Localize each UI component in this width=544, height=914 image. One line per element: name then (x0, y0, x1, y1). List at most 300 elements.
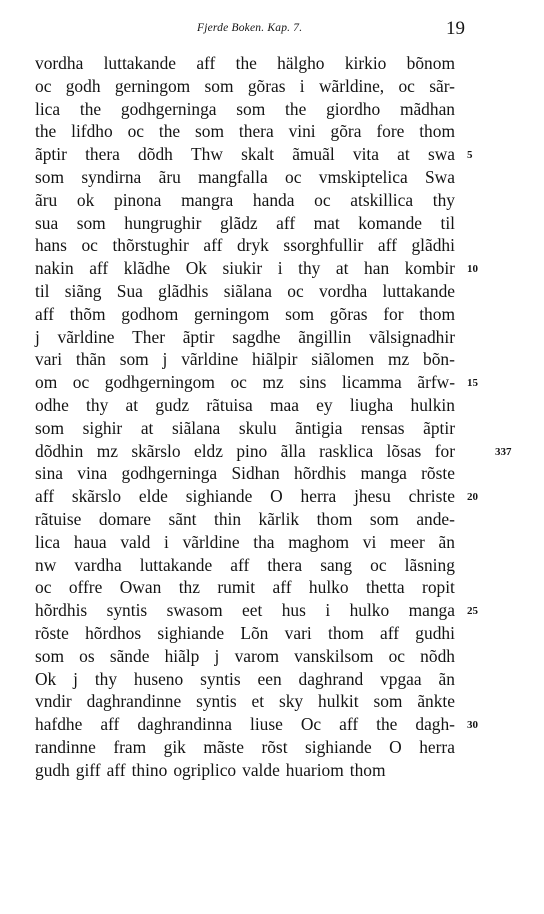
page-number: 19 (446, 18, 465, 39)
word: aff (196, 53, 216, 73)
word: oc (35, 577, 52, 598)
word: gudz (155, 394, 190, 415)
word: til (35, 280, 50, 301)
word: lica (35, 531, 61, 552)
word: mz (262, 372, 284, 393)
word: jhesu (354, 486, 391, 507)
word: at (397, 144, 410, 165)
word: lõsas (386, 440, 422, 461)
word: rasklica (319, 440, 374, 461)
word: odhe (35, 394, 69, 415)
word: i (325, 600, 331, 621)
word: mãste (203, 736, 244, 757)
word: swasom (166, 600, 223, 621)
text-line (35, 394, 455, 417)
word: hõrdhis (35, 600, 88, 621)
word: gõras (329, 303, 368, 324)
word: vãlsignadhir (369, 326, 455, 347)
word: ok (76, 189, 95, 210)
word: thera (85, 144, 120, 165)
line-number: 15 (467, 377, 478, 390)
word: sagdhe (232, 326, 281, 347)
word: elde (138, 486, 168, 507)
word: aff (35, 486, 54, 507)
text-line (35, 485, 455, 508)
word: hulko (308, 577, 349, 598)
word: dõdhin (35, 440, 84, 461)
text-line (35, 371, 455, 394)
text-line (35, 234, 455, 257)
word: oc (398, 75, 415, 96)
word: rõst (261, 736, 288, 757)
word: oc (314, 189, 331, 210)
text-line (35, 143, 455, 166)
word: huariom (285, 759, 344, 780)
word: thy (94, 668, 118, 689)
word: gerningom (193, 303, 270, 324)
word: vina (77, 463, 108, 484)
word: rãtuisa (206, 394, 253, 415)
word: siãlomen (311, 349, 375, 370)
word: thino (131, 759, 168, 780)
text-line (35, 736, 455, 759)
word: sighir (82, 417, 123, 438)
word: ãptir (182, 326, 215, 347)
word: i (277, 258, 283, 279)
word: luttakande (139, 554, 213, 575)
word: herra (300, 486, 337, 507)
word: komande (358, 212, 422, 233)
word: Swa (425, 166, 455, 187)
word: ãrfw- (417, 372, 455, 393)
word: skulu (238, 417, 277, 438)
word: randinne (35, 736, 96, 757)
line-number: 25 (467, 605, 478, 618)
word: atskillica (350, 189, 414, 210)
word: ãlla (280, 440, 306, 461)
word: som (195, 121, 225, 142)
word: dõdh (138, 144, 173, 165)
text-line (35, 622, 455, 645)
word: ãru (158, 166, 181, 187)
word: gõra (330, 121, 362, 142)
word: godhgerningom (104, 372, 215, 393)
word: the (158, 121, 181, 142)
word: ãntigia (295, 417, 343, 438)
word: klãdhe (123, 258, 171, 279)
word: vari (284, 622, 312, 643)
word: som (236, 98, 266, 119)
word: aff (377, 235, 397, 256)
word: sua (35, 212, 59, 233)
word: hus (281, 600, 306, 621)
word: godhgerninga (120, 98, 217, 119)
word: meer (390, 531, 425, 552)
word: thãn (75, 349, 106, 370)
word: kombir (404, 258, 455, 279)
word: som (369, 508, 399, 529)
word: herra (419, 736, 455, 757)
word: aff (380, 622, 400, 643)
word: aff (89, 258, 109, 279)
text-line (35, 326, 455, 349)
word: thera (267, 554, 303, 575)
word: gõras (247, 75, 286, 96)
word: j (162, 349, 168, 370)
word: eet (242, 600, 263, 621)
word: mat (313, 212, 340, 233)
word: oc (370, 554, 387, 575)
word: skãrslo (131, 440, 181, 461)
word: rumit (217, 577, 256, 598)
word: skãrslo (71, 486, 122, 507)
word: varom (234, 645, 279, 666)
word: dryk (236, 235, 269, 256)
word: handa (252, 189, 295, 210)
word: pino (236, 440, 268, 461)
word: j (73, 668, 78, 689)
word: ãru (35, 189, 58, 210)
word: han (364, 258, 390, 279)
text-line (35, 531, 455, 554)
text-line (35, 120, 455, 143)
word: ogriplico (173, 759, 237, 780)
word: j (35, 326, 40, 347)
word: til (440, 212, 455, 233)
word: som (76, 212, 106, 233)
word: wãrldine, (318, 75, 385, 96)
word: Sidhan (231, 463, 280, 484)
word: haua (73, 531, 107, 552)
word: os (79, 645, 95, 666)
word: ãn (438, 668, 455, 689)
word: daghrandinna (137, 714, 232, 735)
word: som (119, 349, 149, 370)
word: Ok (35, 668, 57, 689)
word: som (35, 417, 64, 438)
word: offre (68, 577, 103, 598)
word: vita (352, 144, 379, 165)
word: ãmuãl (292, 144, 335, 165)
word: glãdhis (158, 280, 209, 301)
word: sãnde (109, 645, 150, 666)
text-line (35, 645, 455, 668)
text-line (35, 508, 455, 531)
word: hafdhe (35, 714, 83, 735)
word: vndir (35, 691, 72, 712)
text-line (35, 52, 455, 75)
word: vãrldine (57, 326, 115, 347)
word: siãlana (223, 280, 272, 301)
word: i (299, 75, 305, 96)
text-line (35, 417, 455, 440)
word: swa (427, 144, 455, 165)
word: gudhi (415, 622, 455, 643)
word: een (257, 668, 282, 689)
word: aff (276, 212, 296, 233)
word: syntis (200, 668, 241, 689)
word: bõnom (406, 53, 455, 73)
text-line (35, 599, 455, 622)
word: Ok (185, 258, 207, 279)
word: nw (35, 554, 57, 575)
word: gerningom (114, 75, 191, 96)
line-number: 20 (467, 491, 478, 504)
word: fram (113, 736, 147, 757)
word: i (164, 531, 169, 552)
word: thom (316, 508, 353, 529)
word: the (285, 98, 307, 119)
word: skalt (241, 144, 274, 165)
word: oc (230, 372, 247, 393)
word: liugha (349, 394, 394, 415)
word: ãptir (423, 417, 455, 438)
word: vordha (318, 280, 368, 301)
word: siukir (222, 258, 263, 279)
word: hiãlp (164, 645, 200, 666)
word: godhom (121, 303, 179, 324)
word: syndirna (81, 166, 142, 187)
text-line (35, 189, 455, 212)
word: eldz (193, 440, 223, 461)
word: thetta (365, 577, 405, 598)
word: tha (253, 531, 275, 552)
word: daghrandinne (86, 691, 182, 712)
word: Owan (119, 577, 162, 598)
word: thõrstughir (112, 235, 189, 256)
word: thom (419, 303, 455, 324)
text-line (35, 98, 455, 121)
text-line (35, 554, 455, 577)
running-title: Fjerde Boken. Kap. 7. (197, 22, 303, 34)
word: aff (106, 759, 126, 780)
word: ãngillin (298, 326, 352, 347)
text-line (35, 690, 455, 713)
word: om (35, 372, 58, 393)
word: lica (35, 98, 61, 119)
word: som (35, 645, 64, 666)
word: hulko (349, 600, 390, 621)
word: syntis (196, 691, 237, 712)
line-number: 30 (467, 719, 478, 732)
word: godh (65, 75, 101, 96)
word: som (35, 166, 64, 187)
line-number: 10 (467, 263, 478, 276)
word: vanskilsom (294, 645, 374, 666)
word: sãr- (429, 75, 455, 96)
word: giff (75, 759, 101, 780)
word: christe (408, 486, 455, 507)
word: mãdhan (399, 98, 455, 119)
word: at (335, 258, 349, 279)
word: huseno (133, 668, 184, 689)
word: manga (360, 463, 407, 484)
word: maghom (288, 531, 350, 552)
word: aff (272, 577, 292, 598)
word: sang (320, 554, 353, 575)
word: sina (35, 463, 64, 484)
word: aff (100, 714, 120, 735)
word: siãlana (171, 417, 221, 438)
word: aff (339, 714, 359, 735)
word: manga (408, 600, 455, 621)
word: sãnt (168, 508, 197, 529)
word: oc (35, 75, 52, 96)
word: syntis (106, 600, 148, 621)
word: gudh (35, 759, 70, 780)
text-line (35, 576, 455, 599)
word: maa (269, 394, 299, 415)
word: hõrdhis (294, 463, 347, 484)
word: ande- (416, 508, 455, 529)
word: O (270, 486, 283, 507)
word: pinona (114, 189, 162, 210)
text-line (35, 75, 455, 98)
word: mangfalla (198, 166, 268, 187)
word: nõdh (420, 645, 455, 666)
word: oc (127, 121, 144, 142)
word: glãdhi (411, 235, 455, 256)
word: bõn- (423, 349, 455, 370)
word: fore (376, 121, 405, 142)
word: hulkin (410, 394, 455, 415)
word: som (285, 303, 315, 324)
word: luttakande (103, 53, 177, 73)
word: sighiande (157, 622, 225, 643)
word: for (383, 303, 404, 324)
word: oc (285, 166, 302, 187)
word: j (214, 645, 220, 666)
word: licamma (341, 372, 402, 393)
text-line (35, 257, 455, 280)
word: Oc (300, 714, 322, 735)
folio-reference: 337 (495, 445, 512, 458)
word: sighiande (305, 736, 372, 757)
word: oc (388, 645, 405, 666)
word: thy (298, 258, 321, 279)
word: liuse (249, 714, 283, 735)
word: rõste (35, 622, 69, 643)
word: aff (35, 303, 54, 324)
main-text-block (35, 52, 455, 782)
word: nakin (35, 258, 74, 279)
word: lãsning (404, 554, 455, 575)
word: hiãlpir (252, 349, 298, 370)
word: thõm (69, 303, 106, 324)
text-line (35, 759, 455, 782)
word: et (251, 691, 265, 712)
word: som (373, 691, 403, 712)
word: lifdho (71, 121, 113, 142)
word: oc (287, 280, 304, 301)
word: thy (432, 189, 455, 210)
word: rensas (361, 417, 405, 438)
word: the (79, 98, 102, 119)
word: vini (288, 121, 316, 142)
word: vald (120, 531, 151, 552)
word: Lõn (240, 622, 269, 643)
word: O (389, 736, 402, 757)
word: at (140, 417, 154, 438)
word: kãrlik (258, 508, 300, 529)
text-line (35, 303, 455, 326)
word: oc (72, 372, 90, 393)
word: hõrdhos (85, 622, 142, 643)
word: the (376, 714, 398, 735)
word: kirkio (344, 53, 387, 73)
word: ãptir (35, 144, 67, 165)
word: ey (316, 394, 333, 415)
word: aff (203, 235, 223, 256)
word: at (125, 394, 139, 415)
word: hulkit (318, 691, 359, 712)
word: vmskiptelica (318, 166, 408, 187)
word: mangra (181, 189, 234, 210)
word: sighiande (185, 486, 253, 507)
text-line (35, 212, 455, 235)
word: for (434, 440, 455, 461)
word: oc (81, 235, 98, 256)
word: vi (362, 531, 377, 552)
word: ssorghfullir (283, 235, 364, 256)
word: vãrldine (182, 531, 240, 552)
word: sky (278, 691, 304, 712)
word: vordha (35, 53, 84, 73)
word: Thw (191, 144, 223, 165)
word: thom (327, 622, 364, 643)
word: hälgho (277, 53, 325, 73)
word: vãrldine (181, 349, 239, 370)
text-line (35, 668, 455, 691)
word: thera (238, 121, 274, 142)
word: ropit (422, 577, 455, 598)
word: thom (349, 759, 386, 780)
text-line (35, 348, 455, 371)
word: valde (242, 759, 280, 780)
word: daghrand (298, 668, 364, 689)
word: the (35, 121, 57, 142)
word: vardha (74, 554, 122, 575)
word: ãn (438, 531, 455, 552)
word: giordho (326, 98, 381, 119)
word: dagh- (415, 714, 455, 735)
line-number: 5 (467, 149, 473, 162)
word: rãtuise (35, 508, 82, 529)
word: glãdz (219, 212, 258, 233)
word: thy (86, 394, 109, 415)
word: the (235, 53, 257, 73)
word: thin (213, 508, 242, 529)
text-line (35, 462, 455, 485)
word: hans (35, 235, 67, 256)
word: thz (178, 577, 200, 598)
word: Sua (116, 280, 143, 301)
text-line (35, 166, 455, 189)
word: sins (299, 372, 327, 393)
word: godhgerninga (121, 463, 218, 484)
word: hungrughir (124, 212, 202, 233)
word: domare (98, 508, 151, 529)
word: vari (35, 349, 63, 370)
word: Ther (132, 326, 166, 347)
word: ãnkte (417, 691, 455, 712)
word: mz (96, 440, 118, 461)
text-line (35, 713, 455, 736)
text-line (35, 440, 455, 463)
word: rõste (421, 463, 455, 484)
word: mz (387, 349, 410, 370)
text-line (35, 280, 455, 303)
